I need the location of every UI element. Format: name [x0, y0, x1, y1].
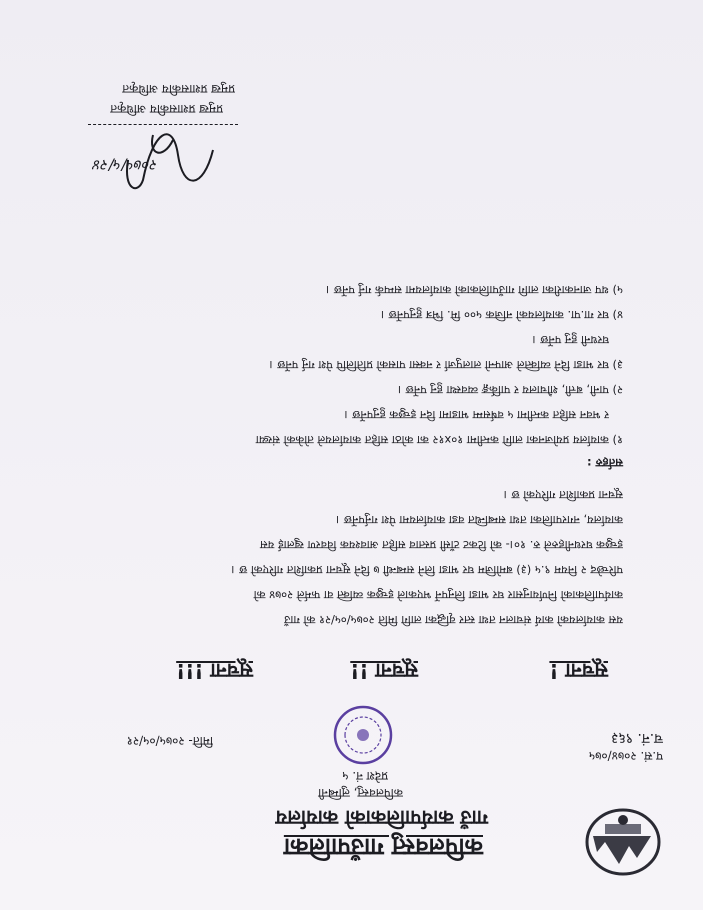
condition-item: ५) थप जानकारीका लागि गाउँपालिकाको कार्यालयमा सम्पर्क गर्नु पर्नेछ ।: [325, 283, 623, 297]
condition-item: १) कार्यालय प्रयोजनका लागि कम्तीमा १०x१२ का कोठा सहित कार्यालयले तोकेको संख्या: [255, 433, 623, 447]
signatory-designation: प्रमुख प्रशासकीय अधिकृत: [122, 82, 235, 96]
signature-date: २०७५/५/२४: [93, 156, 158, 174]
nepal-emblem-icon: [583, 802, 663, 882]
emblem-logo: [583, 802, 663, 882]
condition-item: ३) घर भाडा दिने व्यक्तिले आफ्नो लालपुर्जा र नक्सा पासको प्रतिलिपि पेश गर्नु पर्नेछ ।: [269, 358, 623, 372]
header-title: कपिलवस्तु गाउँपालिका: [283, 833, 483, 861]
condition-item: र भवन सहित कम्तीमा ५ वर्षसम्म भाडामा दिन इच्छुक हुनुपर्नेछ ।: [344, 408, 609, 422]
signatory-name: प्रमुख प्रशासकीय अधिकृत: [110, 102, 223, 116]
body-line: यस कार्यालयको कार्य संचालन तथा स्तर वृद्धिका लागि मिति २०७५/०५/२१ को गाउँ: [284, 613, 623, 627]
issue-date: मिति- २०७५/०५/२१: [126, 734, 213, 748]
body-line: कार्यालय, नगरपालिका तथा सम्बन्धित वडा कार्यालयमा पेश गर्नुपर्नेछ ।: [335, 513, 623, 527]
signature-rule: [88, 124, 238, 125]
header-location-2: प्रदेश नं. ५: [342, 769, 388, 783]
body-line: इच्छुक घरधनीहरुले रु. १०।- को टिकट टाँसी प्रस्ताव सहित आवश्यक विवरण खुलाई यस: [259, 538, 623, 552]
ref-number: प.सं. २०७४/०७५: [588, 749, 663, 763]
conditions-list: [78, 277, 623, 452]
chalani-number: च.नं. ९६३: [611, 730, 663, 746]
notice-heading-2: सूचना !!: [350, 659, 418, 683]
body-line: कार्यपालिकाको निर्णयानुसार घर भाडा लिनुपर्ने भएकाले इच्छुक व्यक्ति वा फर्मले २०७४ को: [253, 588, 623, 602]
header-office: गाउँ कार्यपालिकाको कार्यालय: [275, 806, 488, 830]
condition-item: ४) घर गा.पा. कार्यालयको नजिक ५०० मि. भित्र हुनुपर्नेछ ।: [380, 308, 623, 322]
office-stamp: [323, 700, 403, 770]
header-location-1: कपिलवस्तु, लुम्बिनी: [318, 786, 403, 800]
body-line: सूचना प्रकाशित गरिएको छ ।: [503, 488, 623, 502]
round-stamp-icon: [323, 700, 403, 770]
conditions-label: सर्तहरु :: [587, 456, 623, 470]
notice-heading-1: सूचना !: [549, 659, 608, 683]
body-line: परिच्छेद २ नियम ९.५ (३) बमोजिम घर भाडा लिने सम्बन्धी ७ दिने सूचना प्रकाशित गरिएको छ ।: [231, 563, 623, 577]
body-paragraph: [78, 482, 623, 632]
condition-item: २) पानी, बत्ती, शौचालय र पार्किङ्ग व्यवस्था हुनु पर्नेछ ।: [397, 383, 623, 397]
notice-heading-3: सूचना !!!: [176, 659, 253, 683]
condition-item: घरधनी हुनु पर्नेछ ।: [532, 333, 609, 347]
